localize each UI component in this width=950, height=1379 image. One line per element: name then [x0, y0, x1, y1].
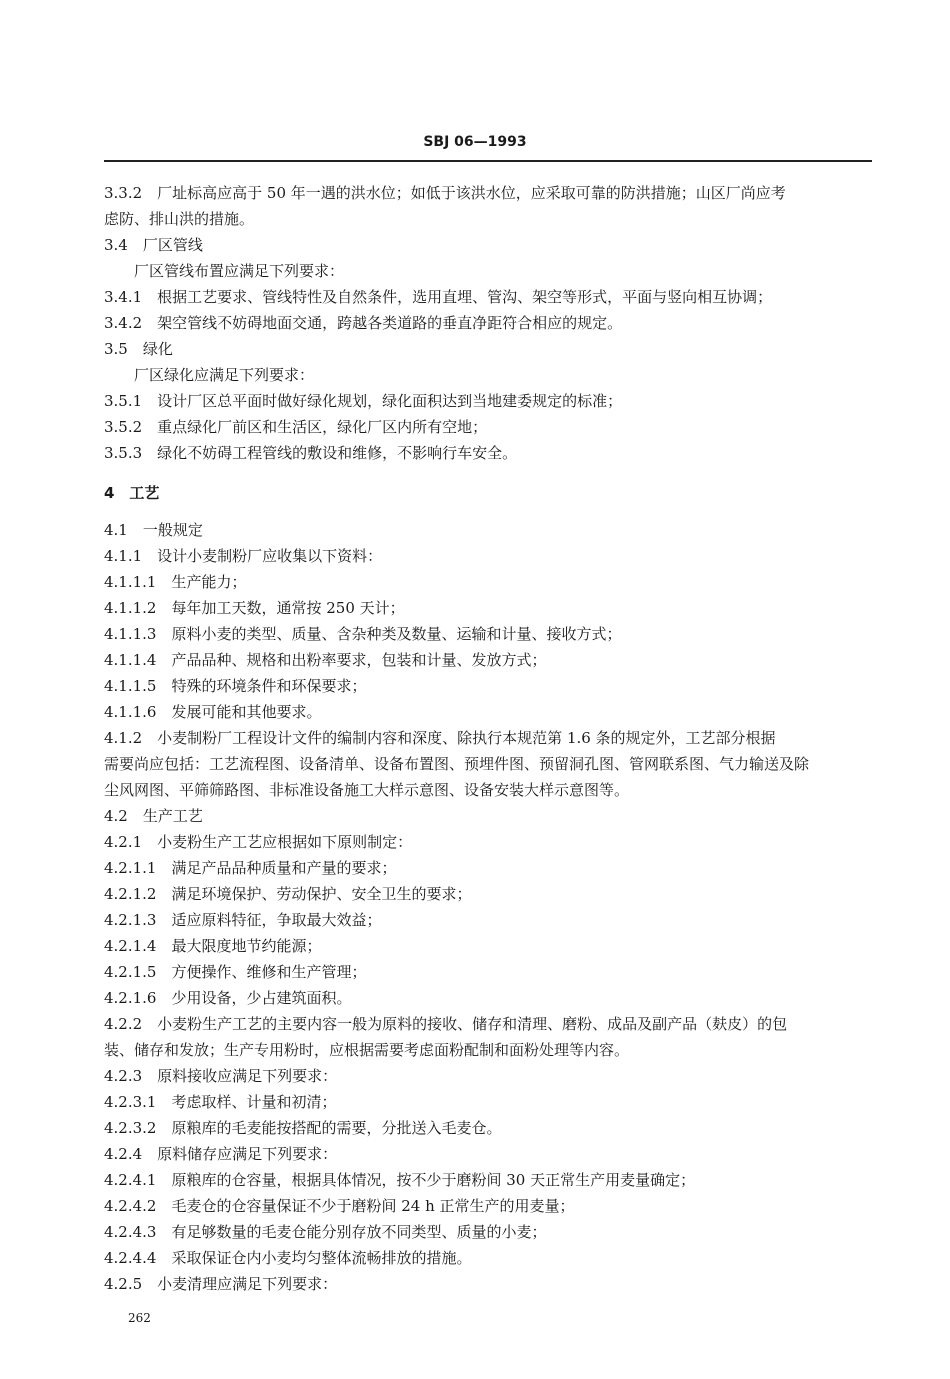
text-line: 3.5.3 绿化不妨碍工程管线的敷设和维修，不影响行车安全。	[104, 444, 518, 462]
text-line: 4.1.1.1 生产能力；	[104, 573, 247, 591]
text-line: 4.1.1.5 特殊的环境条件和环保要求；	[104, 677, 367, 695]
text-line: 4.2.1.4 最大限度地节约能源；	[104, 937, 322, 955]
section-heading: 4.2 生产工艺	[104, 807, 203, 825]
text-line: 4.1.2 小麦制粉厂工程设计文件的编制内容和深度、除执行本规范第 1.6 条的规定外，工艺部分根据	[104, 729, 776, 747]
text-line: 4.2.3.1 考虑取样、计量和初清；	[104, 1093, 337, 1111]
text-line: 4.2.4.3 有足够数量的毛麦仓能分别存放不同类型、质量的小麦；	[104, 1223, 547, 1241]
text-line: 4.2.3.2 原粮库的毛麦能按搭配的需要，分批送入毛麦仓。	[104, 1119, 502, 1137]
section-heading: 4.1 一般规定	[104, 521, 203, 539]
text-line: 4.2.1.1 满足产品品种质量和产量的要求；	[104, 859, 397, 877]
text-line: 3.4.1 根据工艺要求、管线特性及自然条件，选用直埋、管沟、架空等形式，平面与竖向相互协调；	[104, 288, 773, 306]
section-heading: 3.5 绿化	[104, 340, 173, 358]
text-line: 4.2.1.5 方便操作、维修和生产管理；	[104, 963, 367, 981]
text-line: 4.2.2 小麦粉生产工艺的主要内容一般为原料的接收、储存和清理、磨粉、成品及副产品（麸皮）的包	[104, 1015, 788, 1033]
chapter-heading: 4 工艺	[104, 484, 160, 502]
text-line: 4.2.5 小麦清理应满足下列要求：	[104, 1275, 338, 1293]
text-line: 厂区绿化应满足下列要求：	[134, 366, 315, 384]
text-line: 装、储存和发放；生产专用粉时，应根据需要考虑面粉配制和面粉处理等内容。	[104, 1041, 630, 1059]
text-line: 4.2.1.6 少用设备，少占建筑面积。	[104, 989, 352, 1007]
text-line: 需要尚应包括：工艺流程图、设备清单、设备布置图、预埋件图、预留洞孔图、管网联系图、气力输送及除	[104, 755, 810, 773]
text-line: 4.2.4.4 采取保证仓内小麦均匀整体流畅排放的措施。	[104, 1249, 472, 1267]
section-heading: 3.4 厂区管线	[104, 236, 203, 254]
text-line: 4.1.1.4 产品品种、规格和出粉率要求，包装和计量、发放方式；	[104, 651, 547, 669]
text-line: 尘风网图、平筛筛路图、非标准设备施工大样示意图、设备安装大样示意图等。	[104, 781, 630, 799]
page-number: 262	[128, 1311, 151, 1325]
text-line: 4.1.1 设计小麦制粉厂应收集以下资料：	[104, 547, 383, 565]
text-line: 4.1.1.2 每年加工天数，通常按 250 天计；	[104, 599, 405, 617]
text-line: 3.5.1 设计厂区总平面时做好绿化规划，绿化面积达到当地建委规定的标准；	[104, 392, 623, 410]
text-line: 厂区管线布置应满足下列要求：	[134, 262, 345, 280]
text-line: 4.2.1.3 适应原料特征，争取最大效益；	[104, 911, 382, 929]
text-line: 3.4.2 架空管线不妨碍地面交通，跨越各类道路的垂直净距符合相应的规定。	[104, 314, 623, 332]
text-line: 4.2.4.1 原粮库的仓容量，根据具体情况，按不少于磨粉间 30 天正常生产用麦量确定；	[104, 1171, 696, 1189]
text-line: 4.2.3 原料接收应满足下列要求：	[104, 1067, 338, 1085]
text-line: 3.5.2 重点绿化厂前区和生活区，绿化厂区内所有空地；	[104, 418, 488, 436]
text-line: 4.2.4 原料储存应满足下列要求：	[104, 1145, 338, 1163]
text-line: 虑防、排山洪的措施。	[104, 210, 255, 228]
text-line: 4.2.1 小麦粉生产工艺应根据如下原则制定：	[104, 833, 413, 851]
header-rule	[104, 160, 872, 162]
document-code-header: SBJ 06—1993	[423, 134, 527, 150]
text-line: 4.2.4.2 毛麦仓的仓容量保证不少于磨粉间 24 h 正常生产的用麦量；	[104, 1197, 575, 1215]
text-line: 3.3.2 厂址标高应高于 50 年一遇的洪水位；如低于该洪水位，应采取可靠的防洪措施；山区厂尚应考	[104, 184, 786, 202]
text-line: 4.1.1.3 原料小麦的类型、质量、含杂种类及数量、运输和计量、接收方式；	[104, 625, 622, 643]
text-line: 4.1.1.6 发展可能和其他要求。	[104, 703, 322, 721]
text-line: 4.2.1.2 满足环境保护、劳动保护、安全卫生的要求；	[104, 885, 472, 903]
